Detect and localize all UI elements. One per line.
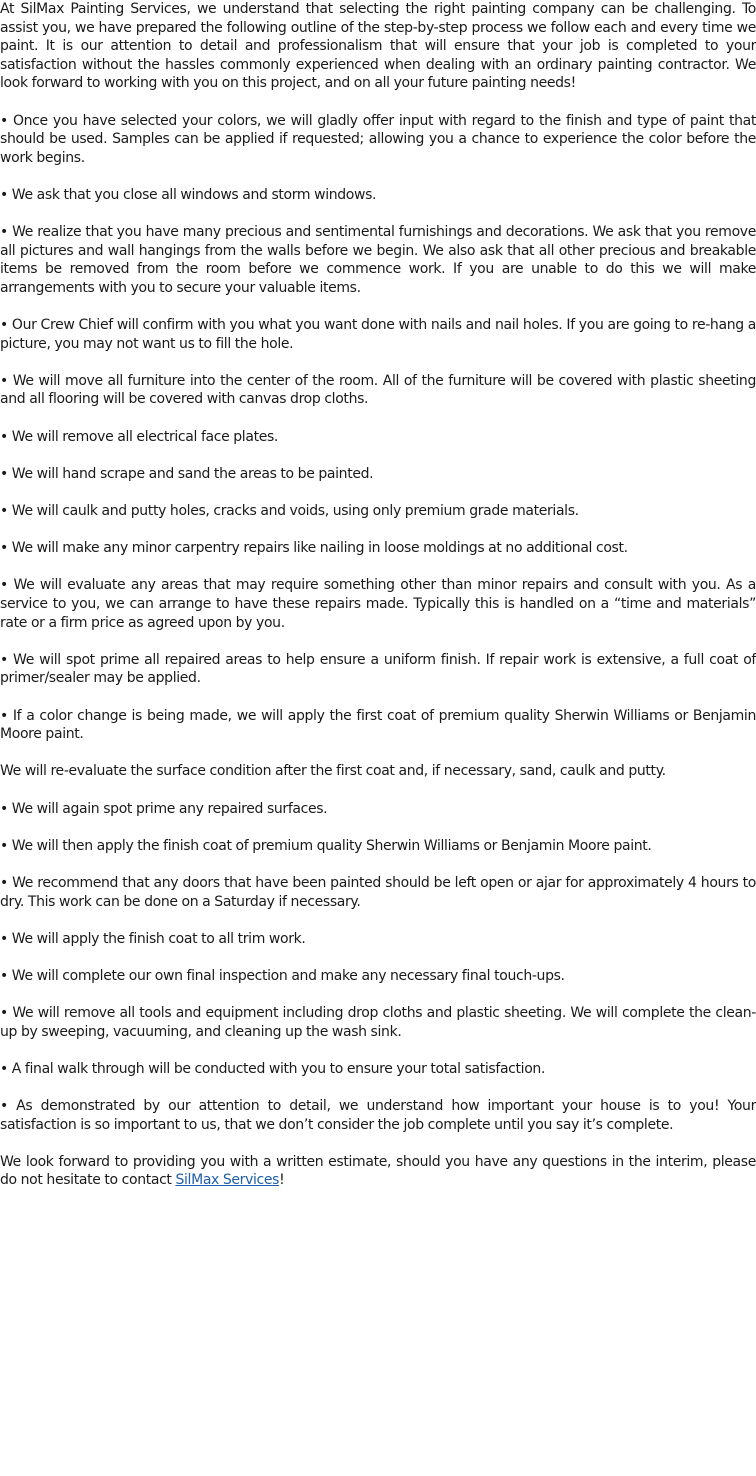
step-scrape-sand: • We will hand scrape and sand the areas to be painted. xyxy=(0,465,374,482)
step-move-furniture: • We will move all furniture into the center of the room. All of the furniture will be covered with plastic sheeting and all flooring will be covered with canvas drop cloths. xyxy=(0,372,756,408)
intro-paragraph: At SilMax Painting Services, we understand that selecting the right painting company can be challenging. To assist you, we have prepared the following outline of the step-by-step process we follow each and every time we paint. It is our attention to detail and professionalism that will ensure that your job is completed to your satisfaction without the hassles commonly experienced when dealing with an ordinary painting contractor. We look forward to working with you on this project, and on all your future painting needs! xyxy=(0,1,756,92)
step-carpentry: • We will make any minor carpentry repairs like nailing in loose moldings at no additional cost. xyxy=(0,540,628,557)
step-re-evaluate: We will re-evaluate the surface condition after the first coat and, if necessary, sand, caulk and putty. xyxy=(0,763,666,780)
step-finish-coat: • We will then apply the finish coat of premium quality Sherwin Williams or Benjamin Moore paint. xyxy=(0,837,652,854)
step-nails: • Our Crew Chief will confirm with you what you want done with nails and nail holes. If you are going to re-hang a picture, you may not want us to fill the hole. xyxy=(0,317,756,352)
closing-suffix: ! xyxy=(279,1172,285,1189)
step-evaluate-repairs: • We will evaluate any areas that may require something other than minor repairs and consult with you. As a service to you, we can arrange to have these repairs made. Typically this is handled on a “time and materials” rate or a firm price as agreed upon by you. xyxy=(0,577,756,631)
step-clean-up: • We will remove all tools and equipment including drop cloths and plastic sheeting. We will complete the clean-up by sweeping, vacuuming, and cleaning up the wash sink. xyxy=(0,1005,756,1040)
step-walk-through: • A final walk through will be conducted with you to ensure your total satisfaction. xyxy=(0,1060,546,1077)
step-close-windows: • We ask that you close all windows and storm windows. xyxy=(0,186,377,203)
step-face-plates: • We will remove all electrical face plates. xyxy=(0,428,279,445)
step-spot-prime-again: • We will again spot prime any repaired surfaces. xyxy=(0,800,328,817)
step-doors-dry: • We recommend that any doors that have been painted should be left open or ajar for approximately 4 hours to dry. This work can be done on a Saturday if necessary. xyxy=(0,874,756,910)
step-colors: • Once you have selected your colors, we will gladly offer input with regard to the finish and type of paint that should be used. Samples can be applied if requested; allowing you a chance to experience the color before the work begins. xyxy=(0,112,756,166)
step-trim: • We will apply the finish coat to all trim work. xyxy=(0,930,306,947)
step-first-coat: • If a color change is being made, we will apply the first coat of premium quality Sherwin Williams or Benjamin Moore paint. xyxy=(0,707,756,743)
closing-paragraph xyxy=(0,1153,756,1190)
step-remove-valuables: • We realize that you have many precious and sentimental furnishings and decorations. We ask that you remove all pictures and wall hangings from the walls before we begin. We also ask that all other precious and breakable items be removed from the room before we commence work. If you are unable to do this we will make arrangements with you to secure your valuable items. xyxy=(0,224,756,296)
step-attention-detail: • As demonstrated by our attention to detail, we understand how important your house is to you! Your satisfaction is so important to us, that we don’t consider the job complete until you say it’s complete. xyxy=(0,1098,756,1133)
contact-link[interactable]: SilMax Services xyxy=(175,1172,280,1189)
closing-text: We look forward to providing you with a written estimate, should you have any questions in the interim, please do not hesitate to contact xyxy=(0,1153,756,1189)
step-spot-prime: • We will spot prime all repaired areas to help ensure a uniform finish. If repair work is extensive, a full coat of primer/sealer may be applied. xyxy=(0,651,756,687)
step-final-inspection: • We will complete our own final inspection and make any necessary final touch-ups. xyxy=(0,967,565,984)
step-caulk-putty: • We will caulk and putty holes, cracks and voids, using only premium grade materials. xyxy=(0,503,579,520)
process-steps-list xyxy=(0,112,756,1135)
